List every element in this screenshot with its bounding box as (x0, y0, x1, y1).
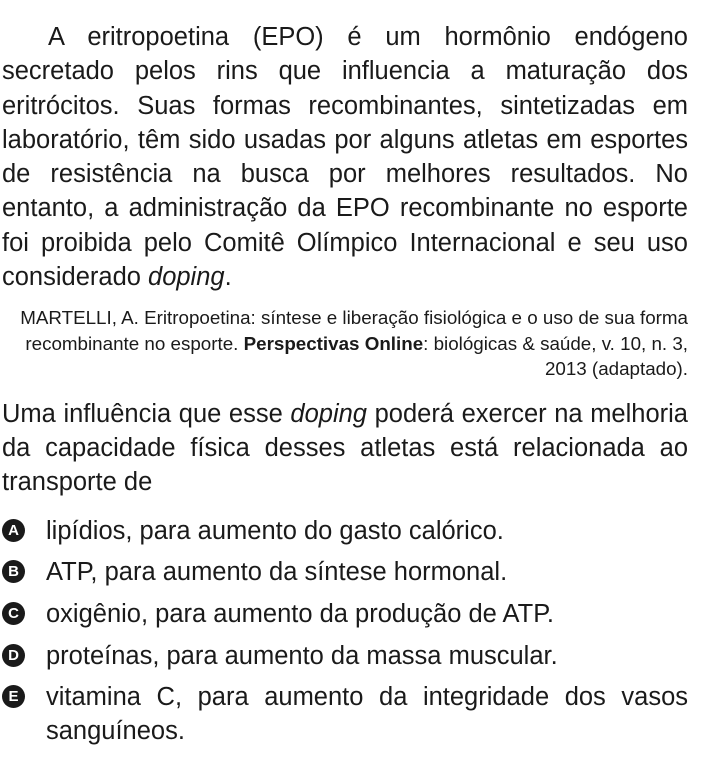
option-e-text[interactable]: vitamina C, para aumento da integridade dos vasos sanguíneos. (46, 683, 688, 746)
option-d[interactable] (2, 639, 688, 673)
option-e-badge[interactable]: E (2, 685, 25, 708)
passage-emphasis: doping (148, 263, 225, 292)
citation-part1: MARTELLI, A. Eritropoetina: síntese e liberação fisiológica e o uso de sua forma recombinante no esporte. (20, 307, 688, 354)
option-b[interactable] (2, 555, 688, 589)
option-d-badge[interactable]: D (2, 644, 25, 667)
question-emphasis: doping (290, 399, 367, 428)
citation-journal: Perspectivas Online (243, 332, 424, 354)
passage-main: A eritropoetina (EPO) é um hormônio endógeno secretado pelos rins que influencia a maturação dos eritrócitos. Suas formas recombinantes, sintetizadas em laboratório, têm sido usadas por alguns atletas em esportes de resistência na busca por melhores resultados. No entanto, a administração da EPO recombinante no esporte foi proibida pelo Comitê Olímpico Internacional e seu uso considerado (2, 23, 688, 292)
option-b-text[interactable]: ATP, para aumento da síntese hormonal. (46, 558, 508, 587)
option-c-badge[interactable]: C (2, 602, 25, 625)
source-citation (2, 305, 688, 382)
option-a-badge[interactable]: A (2, 519, 25, 542)
passage-end: . (224, 263, 232, 292)
question-start: Uma influência que esse (2, 399, 291, 428)
option-c[interactable] (2, 597, 688, 631)
option-a-text[interactable]: lipídios, para aumento do gasto calórico. (46, 516, 504, 545)
answer-options (2, 514, 688, 748)
citation-part2: : biológicas & saúde, v. 10, n. 3, 2013 (adaptado). (423, 332, 688, 380)
option-e[interactable] (2, 680, 688, 748)
option-b-badge[interactable]: B (2, 560, 25, 583)
option-c-text[interactable]: oxigênio, para aumento da produção de ATP. (46, 599, 555, 628)
question-stem (2, 397, 688, 500)
passage-text (2, 20, 688, 294)
option-d-text[interactable]: proteínas, para aumento da massa muscular. (46, 641, 558, 670)
question-end: poderá exercer na melhoria da capacidade física desses atletas está relacionada ao transporte de (2, 399, 688, 497)
option-a[interactable] (2, 514, 688, 548)
